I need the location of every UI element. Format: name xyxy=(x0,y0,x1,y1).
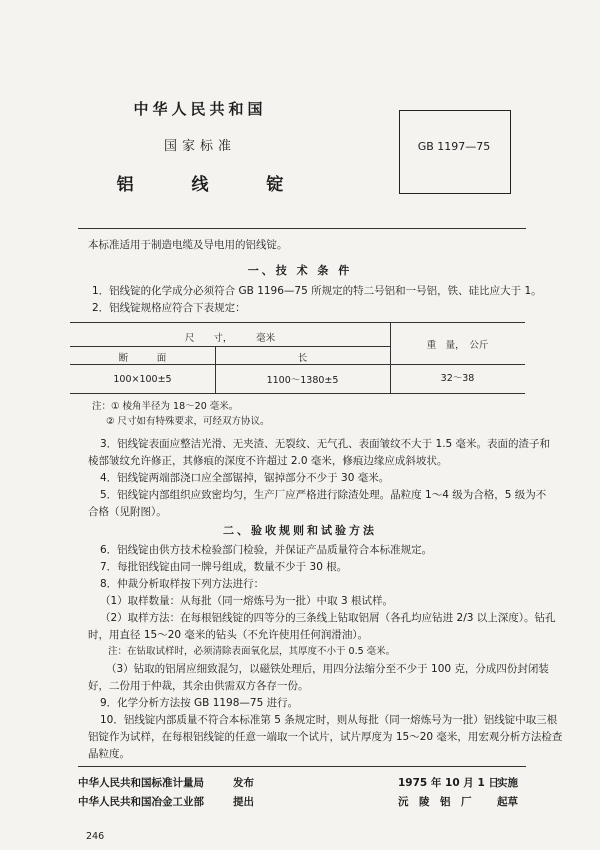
implementation-date: 1975 年 10 月 1 日 xyxy=(398,777,499,789)
standard-code: GB 1197—75 xyxy=(417,140,491,153)
standard-label: 国家标准 xyxy=(163,139,236,154)
clause-3-line-1: 3．铝线锭表面应整洁光滑、无夹渣、无裂纹、无气孔、表面皱纹不大于 1.5 毫米。表面的渣子和 xyxy=(100,438,551,450)
table-bottom-border xyxy=(70,393,525,394)
clause-8: 8．仲裁分析取样按下列方法进行： xyxy=(100,578,265,590)
clause-10-line-1: 10．铝线锭内部质量不符合本标准第 5 条规定时，则从每批（同一熔炼号为一批）铝线锭中取三根 xyxy=(100,714,558,726)
table-header-length: 长 xyxy=(297,353,308,364)
clause-5-line-1: 5．铝线锭内部组织应致密均匀，生产厂应严格进行除渣处理。晶粒度 1～4 级为合格，5 级为不 xyxy=(100,489,547,501)
issuer-bureau: 中华人民共和国标准计量局 xyxy=(78,777,204,789)
table-header-weight: 重 量， 公斤 xyxy=(426,340,489,351)
page-number: 246 xyxy=(86,831,105,842)
clause-8-3-line-1: （3）钻取的铝屑应细致混匀，以磁铁处理后，用四分法缩分至不少于 100 克，分成四份封闭装 xyxy=(106,663,549,675)
clause-8-3-line-2: 好，二份用于仲裁，其余由供需双方各存一份。 xyxy=(88,680,309,692)
clause-1: 1．铝线锭的化学成分必须符合 GB 1196—75 所规定的特二号铝和一号铝，铁、硅比应大于 1。 xyxy=(92,285,542,297)
table-cell-length: 1100～1380±5 xyxy=(266,375,339,386)
clause-8-note: 注：在钻取试样时，必须清除表面氧化层，其厚度不小于 0.5 毫米。 xyxy=(108,646,396,657)
clause-7: 7．每批铝线锭由同一牌号组成，数量不少于 30 根。 xyxy=(100,561,348,573)
issue-label: 发布 xyxy=(233,777,254,789)
clause-10-line-3: 晶粒度。 xyxy=(88,748,130,760)
clause-3-line-2: 棱部皱纹允许修正，其修痕的深度不许超过 2.0 毫米，修痕边缘应成斜坡状。 xyxy=(88,455,448,467)
clause-10-line-2: 铝锭作为试样，在每根铝线锭的任意一端取一个试片，试片厚度为 15～20 毫米，用宏观分析方法检查 xyxy=(88,731,563,743)
clause-6: 6．铝线锭由供方技术检验部门检验，并保证产品质量符合本标准规定。 xyxy=(100,544,433,556)
table-cell-section: 100×100±5 xyxy=(113,374,172,385)
proposer-ministry: 中华人民共和国冶金工业部 xyxy=(78,796,204,808)
clause-9: 9．化学分析方法按 GB 1198—75 进行。 xyxy=(100,697,299,709)
draft-label: 起草 xyxy=(497,796,518,808)
country-name: 中华人民共和国 xyxy=(133,100,267,118)
section2-heading: 二、验收规则和试验方法 xyxy=(223,524,377,537)
page-title: 铝 线 锭 xyxy=(116,175,310,195)
intro-text: 本标准适用于制造电缆及导电用的铝线锭。 xyxy=(88,239,288,251)
clause-5-line-2: 合格（见附图）。 xyxy=(88,506,167,518)
footer-divider xyxy=(78,766,526,767)
clause-8-2-line-2: 时，用直径 15～20 毫米的钻头（不允许使用任何润滑油）。 xyxy=(88,629,369,641)
table-note-2: ② 尺寸如有特殊要求，可经双方协议。 xyxy=(106,416,270,427)
implement-label: 实施 xyxy=(497,777,518,789)
clause-8-1: （1）取样数量：从每批（同一熔炼号为一批）中取 3 根试样。 xyxy=(100,595,394,607)
clause-8-2-line-1: （2）取样方法：在每根铝线锭的四等分的三条线上钻取铝屑（各孔均应钻进 2/3 以上深度）。钻孔 xyxy=(100,612,556,624)
clause-2: 2．铝线锭规格应符合下表规定： xyxy=(92,302,246,314)
header-divider xyxy=(78,228,526,229)
table-top-border xyxy=(70,322,525,323)
section1-heading: 一、技 术 条 件 xyxy=(247,264,353,277)
propose-label: 提出 xyxy=(233,796,254,808)
table-header-size: 尺 寸， 毫米 xyxy=(184,333,276,344)
table-cell-weight: 32～38 xyxy=(440,373,475,384)
drafting-unit: 沅 陵 铝 厂 xyxy=(398,796,472,808)
clause-4: 4．铝线锭两端部浇口应全部锯掉，锯掉部分不少于 30 毫米。 xyxy=(100,472,390,484)
table-subheader-divider xyxy=(70,364,525,365)
table-header-section: 断 面 xyxy=(118,353,167,364)
table-header-divider xyxy=(70,346,390,347)
table-note-1: 注：① 棱角半径为 18～20 毫米。 xyxy=(92,401,239,412)
